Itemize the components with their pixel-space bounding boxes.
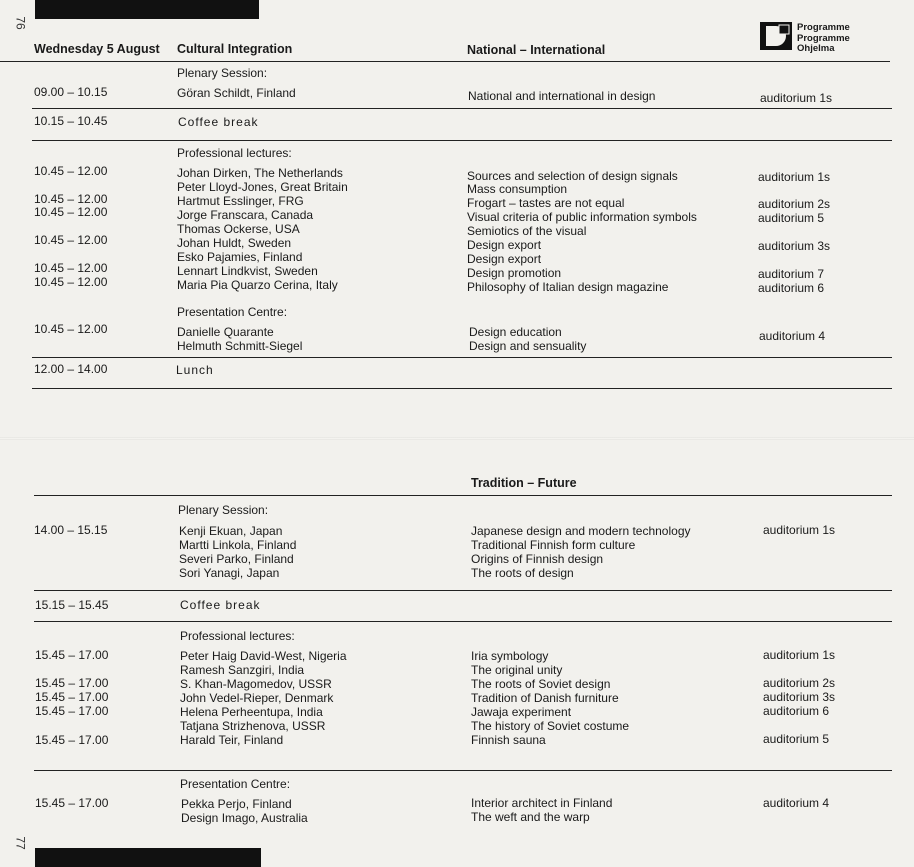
topic-cell: Interior architect in Finland <box>471 796 613 810</box>
row-rule <box>34 621 892 622</box>
break-label: Coffee break <box>180 598 261 612</box>
speaker-cell: Martti Linkola, Finland <box>179 538 297 552</box>
section-heading-plenary: Plenary Session: <box>178 503 269 517</box>
speaker-cell: Peter Haig David-West, Nigeria <box>180 649 347 663</box>
header-rule <box>34 495 892 496</box>
row-rule <box>34 590 892 591</box>
speaker-cell: Sori Yanagi, Japan <box>179 566 280 580</box>
speaker-cell: Maria Pia Quarzo Cerina, Italy <box>177 278 338 292</box>
room-cell: auditorium 3s <box>763 690 836 704</box>
speaker-cell: Lennart Lindkvist, Sweden <box>177 264 318 278</box>
topic-cell: Sources and selection of design signals <box>467 169 678 183</box>
row-rule <box>32 388 892 389</box>
day-heading: Wednesday 5 August <box>34 42 160 56</box>
logo-line: Programme <box>797 32 850 44</box>
room-cell: auditorium 7 <box>758 267 825 281</box>
topic-cell: The weft and the warp <box>471 810 590 824</box>
speaker-cell: Peter Lloyd-Jones, Great Britain <box>177 180 348 194</box>
page-number-top: 76 <box>13 16 28 30</box>
speaker-cell: Design Imago, Australia <box>181 811 308 825</box>
topic-cell: Design export <box>467 238 542 252</box>
speaker-cell: Severi Parko, Finland <box>179 552 294 566</box>
time-cell: 15.15 – 15.45 <box>35 598 109 612</box>
bottom-black-bar <box>35 848 261 867</box>
topic-cell: Jawaja experiment <box>471 705 572 719</box>
topic-cell: The history of Soviet costume <box>471 719 630 733</box>
room-cell: auditorium 5 <box>763 732 830 746</box>
room-cell: auditorium 6 <box>758 281 825 295</box>
room-cell: auditorium 6 <box>763 704 830 718</box>
logo-line: Programme <box>797 22 850 33</box>
row-rule <box>32 140 892 141</box>
topic-cell: Japanese design and modern technology <box>471 524 691 538</box>
topic-cell: The roots of Soviet design <box>471 677 611 691</box>
topic-cell: Mass consumption <box>467 182 568 196</box>
header-rule <box>0 61 890 62</box>
theme-heading-tradition: Tradition – Future <box>471 476 577 490</box>
speaker-cell: Ramesh Sanzgiri, India <box>180 663 305 677</box>
time-cell: 15.45 – 17.00 <box>35 704 109 718</box>
row-rule <box>32 357 892 358</box>
section-heading-presentation: Presentation Centre: <box>180 777 291 791</box>
time-cell: 09.00 – 10.15 <box>34 85 108 99</box>
time-cell: 14.00 – 15.15 <box>34 523 108 537</box>
topic-cell: National and international in design <box>468 89 656 103</box>
topic-cell: Iria symbology <box>471 649 549 663</box>
section-heading-presentation: Presentation Centre: <box>177 305 288 319</box>
time-cell: 15.45 – 17.00 <box>35 676 109 690</box>
time-cell: 15.45 – 17.00 <box>35 733 109 747</box>
room-cell: auditorium 2s <box>763 676 836 690</box>
room-cell: auditorium 1s <box>763 648 836 662</box>
topic-cell: Traditional Finnish form culture <box>471 538 636 552</box>
topic-cell: Philosophy of Italian design magazine <box>467 280 669 294</box>
speaker-cell: Danielle Quarante <box>177 325 274 339</box>
speaker-cell: Johan Huldt, Sweden <box>177 236 292 250</box>
theme-heading-national: National – International <box>467 43 606 57</box>
topic-cell: Semiotics of the visual <box>467 224 587 238</box>
topic-cell: The roots of design <box>471 566 574 580</box>
room-cell: auditorium 1s <box>760 91 833 105</box>
section-heading-plenary: Plenary Session: <box>177 66 268 80</box>
speaker-cell: Esko Pajamies, Finland <box>177 250 303 264</box>
time-cell: 15.45 – 17.00 <box>35 648 109 662</box>
time-cell: 10.45 – 12.00 <box>34 205 108 219</box>
speaker-cell: Johan Dirken, The Netherlands <box>177 166 343 180</box>
speaker-cell: S. Khan-Magomedov, USSR <box>180 677 332 691</box>
room-cell: auditorium 3s <box>758 239 831 253</box>
topic-cell: Origins of Finnish design <box>471 552 604 566</box>
logo-line: Ohjelma <box>797 43 835 54</box>
top-black-bar <box>35 0 259 19</box>
time-cell: 10.45 – 12.00 <box>34 233 108 247</box>
speaker-cell: Helmuth Schmitt-Siegel <box>177 339 303 353</box>
track-heading: Cultural Integration <box>177 42 293 56</box>
time-cell: 15.45 – 17.00 <box>35 690 109 704</box>
topic-cell: Design promotion <box>467 266 562 280</box>
time-cell: 15.45 – 17.00 <box>35 796 109 810</box>
topic-cell: The original unity <box>471 663 563 677</box>
time-cell: 10.45 – 12.00 <box>34 192 108 206</box>
speaker-cell: Göran Schildt, Finland <box>177 86 296 100</box>
topic-cell: Tradition of Danish furniture <box>471 691 619 705</box>
room-cell: auditorium 5 <box>758 211 825 225</box>
topic-cell: Frogart – tastes are not equal <box>467 196 625 210</box>
time-cell: 10.45 – 12.00 <box>34 164 108 178</box>
speaker-cell: Harald Teir, Finland <box>180 733 284 747</box>
topic-cell: Design export <box>467 252 542 266</box>
speaker-cell: Hartmut Esslinger, FRG <box>177 194 304 208</box>
topic-cell: Finnish sauna <box>471 733 546 747</box>
speaker-cell: Thomas Ockerse, USA <box>177 222 300 236</box>
time-cell: 10.45 – 12.00 <box>34 275 108 289</box>
section-heading-lectures: Professional lectures: <box>180 629 295 643</box>
programme-logo-icon <box>760 22 792 50</box>
time-cell: 10.15 – 10.45 <box>34 114 108 128</box>
time-cell: 10.45 – 12.00 <box>34 322 108 336</box>
room-cell: auditorium 1s <box>763 523 836 537</box>
speaker-cell: Jorge Franscara, Canada <box>177 208 314 222</box>
speaker-cell: Pekka Perjo, Finland <box>181 797 292 811</box>
speaker-cell: Helena Perheentupa, India <box>180 705 323 719</box>
row-rule <box>32 108 892 109</box>
speaker-cell: John Vedel-Rieper, Denmark <box>180 691 334 705</box>
topic-cell: Design and sensuality <box>469 339 587 353</box>
page-fold <box>0 437 914 440</box>
break-label: Coffee break <box>178 115 259 129</box>
time-cell: 10.45 – 12.00 <box>34 261 108 275</box>
room-cell: auditorium 1s <box>758 170 831 184</box>
lunch-label: Lunch <box>176 363 214 377</box>
time-cell: 12.00 – 14.00 <box>34 362 108 376</box>
room-cell: auditorium 4 <box>759 329 826 343</box>
speaker-cell: Kenji Ekuan, Japan <box>179 524 283 538</box>
logo-text <box>797 23 850 55</box>
room-cell: auditorium 4 <box>763 796 830 810</box>
topic-cell: Design education <box>469 325 562 339</box>
topic-cell: Visual criteria of public information symbols <box>467 210 697 224</box>
page-number-bottom: 77 <box>13 836 28 850</box>
section-heading-lectures: Professional lectures: <box>177 146 292 160</box>
speaker-cell: Tatjana Strizhenova, USSR <box>180 719 326 733</box>
room-cell: auditorium 2s <box>758 197 831 211</box>
row-rule <box>34 770 892 771</box>
